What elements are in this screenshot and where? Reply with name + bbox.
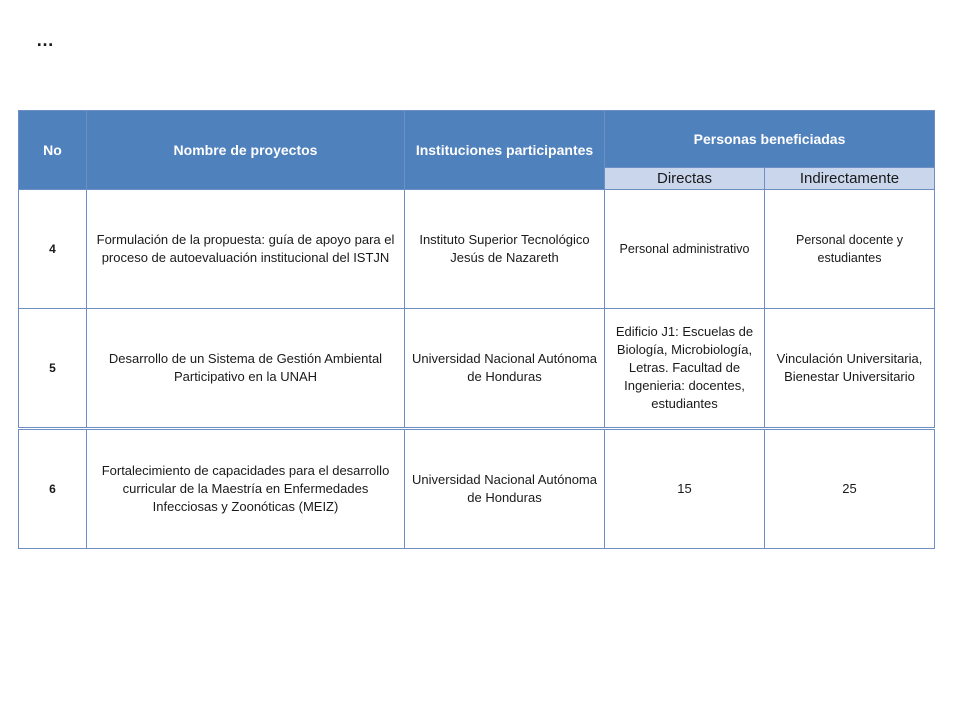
cell-no: 4: [19, 190, 87, 309]
header-beneficiaries: Personas beneficiadas: [605, 111, 935, 168]
cell-project: Desarrollo de un Sistema de Gestión Ambiental Participativo en la UNAH: [87, 309, 405, 429]
header-project-name: Nombre de proyectos: [87, 111, 405, 190]
table-row: [19, 309, 935, 429]
cell-no: 6: [19, 429, 87, 549]
header-no: No: [19, 111, 87, 190]
header-row-top: [19, 111, 935, 168]
cell-indirect: 25: [765, 429, 935, 549]
cell-indirect: Vinculación Universitaria, Bienestar Universitario: [765, 309, 935, 429]
projects-table-container: [18, 110, 934, 549]
cell-direct: 15: [605, 429, 765, 549]
header-direct: Directas: [605, 168, 765, 190]
cell-project: Formulación de la propuesta: guía de apoyo para el proceso de autoevaluación institucional del ISTJN: [87, 190, 405, 309]
header-institutions: Instituciones participantes: [405, 111, 605, 190]
cell-project: Fortalecimiento de capacidades para el desarrollo curricular de la Maestría en Enfermedades Infecciosas y Zoonóticas (MEIZ): [87, 429, 405, 549]
cell-direct: Personal administrativo: [605, 190, 765, 309]
cell-indirect: Personal docente y estudiantes: [765, 190, 935, 309]
table-row: [19, 429, 935, 549]
page-ellipsis: …: [36, 30, 55, 50]
header-indirect: Indirectamente: [765, 168, 935, 190]
cell-no: 5: [19, 309, 87, 429]
table-row: [19, 190, 935, 309]
projects-table: [18, 110, 935, 549]
cell-institution: Instituto Superior Tecnológico Jesús de Nazareth: [405, 190, 605, 309]
cell-institution: Universidad Nacional Autónoma de Honduras: [405, 429, 605, 549]
table-header: [19, 111, 935, 190]
table-body: [19, 190, 935, 549]
cell-direct: Edificio J1: Escuelas de Biología, Microbiología, Letras. Facultad de Ingenieria: docentes, estudiantes: [605, 309, 765, 429]
cell-institution: Universidad Nacional Autónoma de Honduras: [405, 309, 605, 429]
